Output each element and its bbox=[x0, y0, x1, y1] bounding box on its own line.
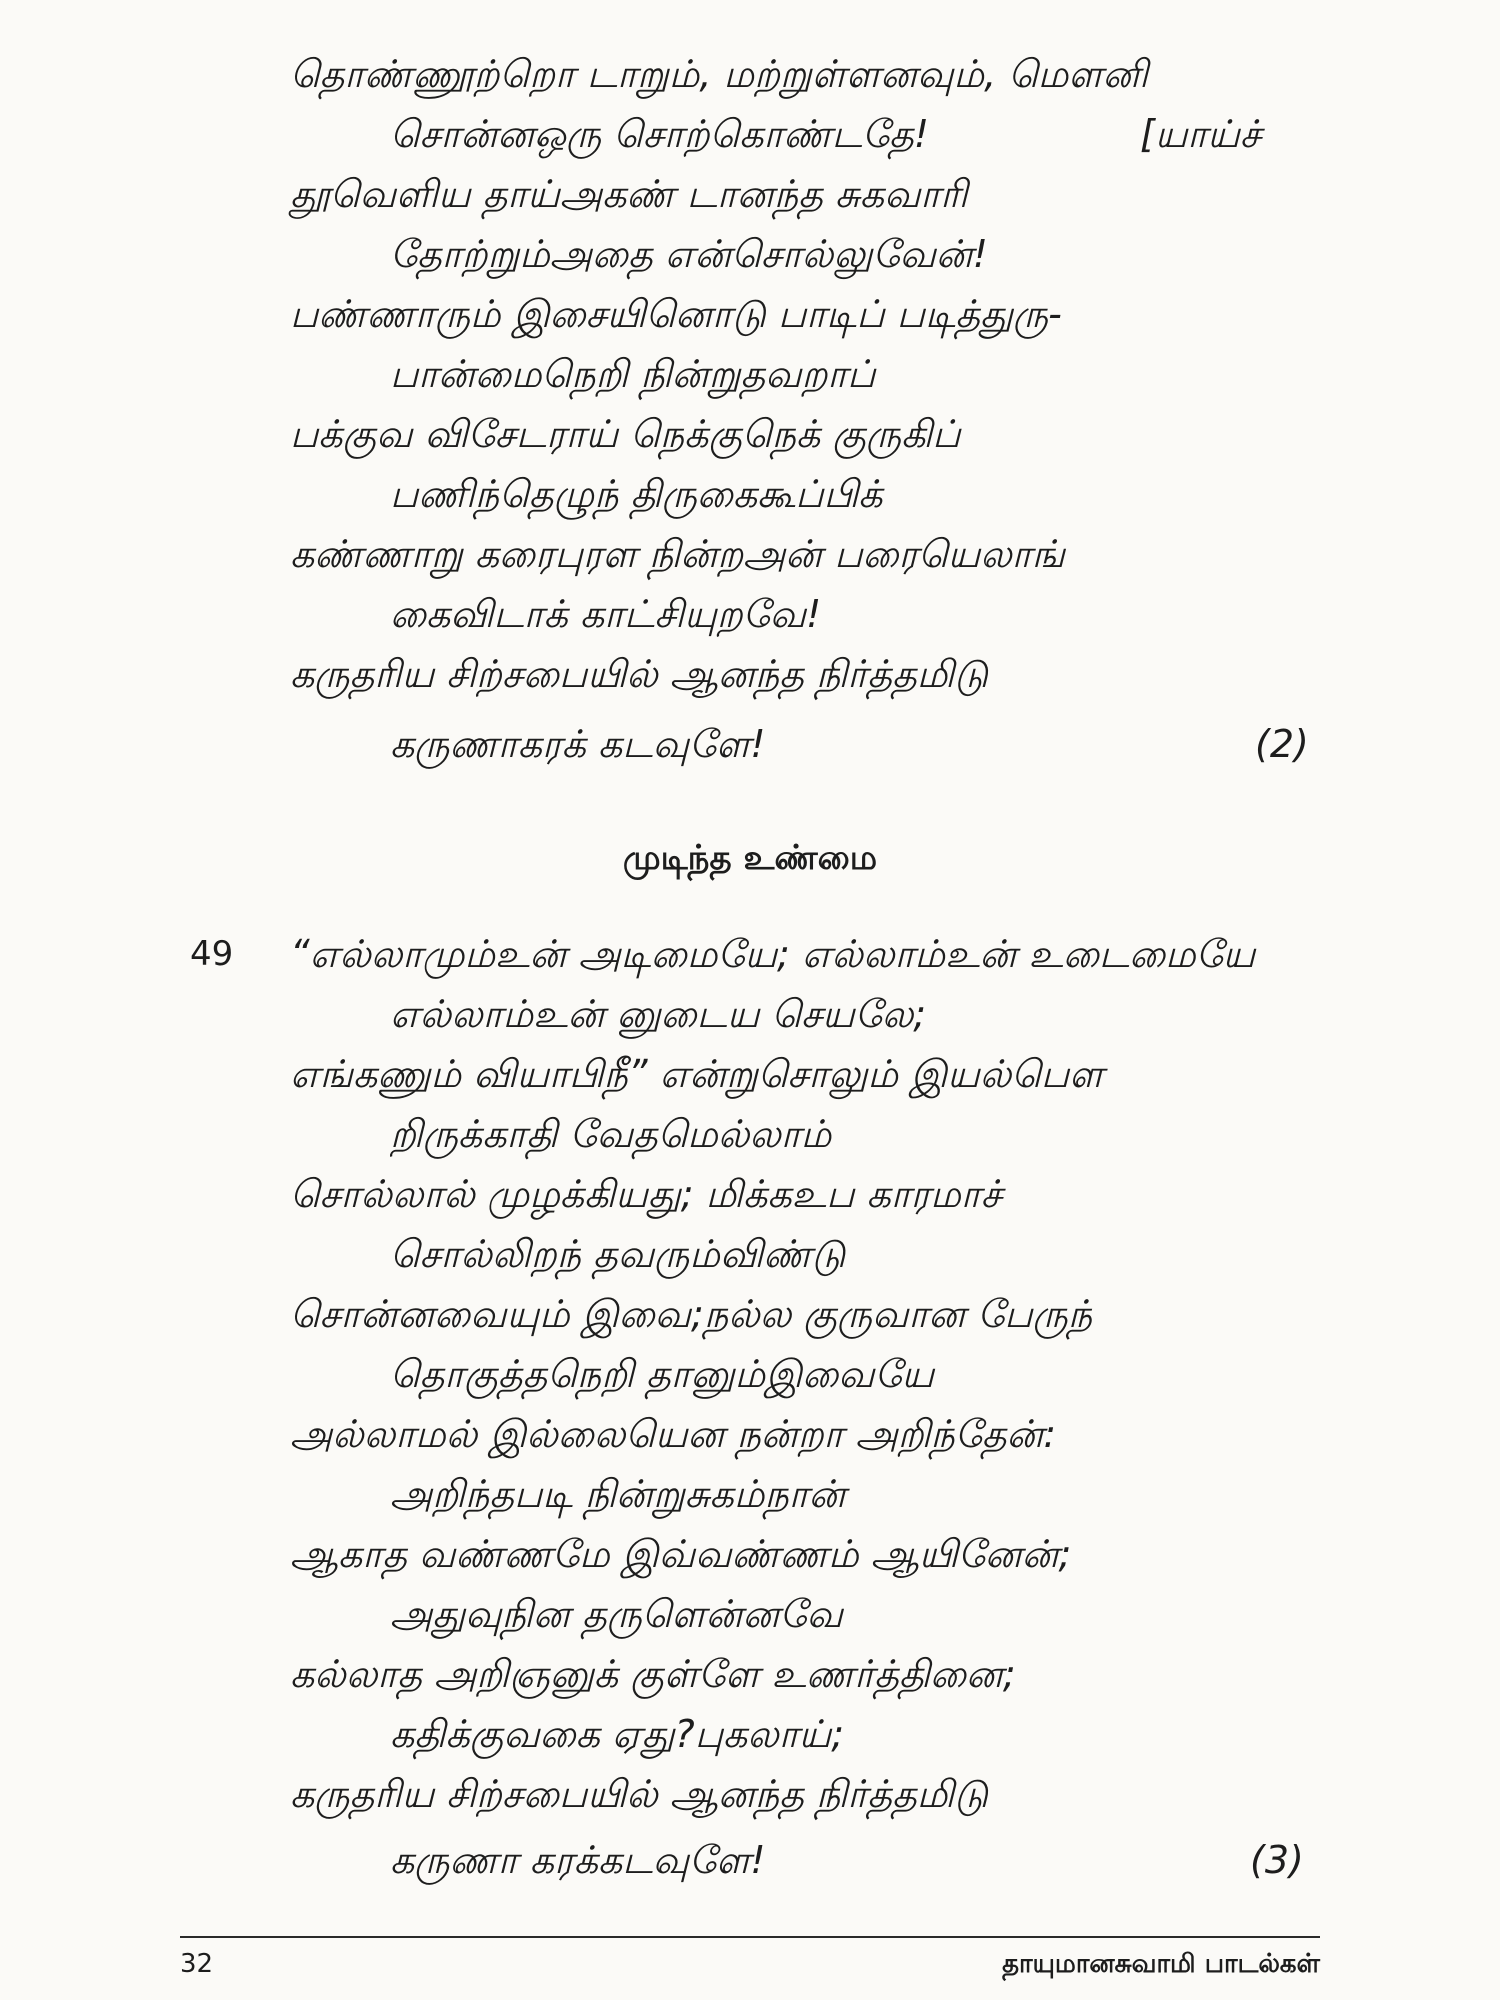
verse-line: தொண்ணூற்றொ டாறும், மற்றுள்ளனவும், மௌனி bbox=[290, 52, 1149, 96]
verse-line: பான்மைநெறி நின்றுதவறாப் bbox=[390, 352, 876, 396]
footer-rule bbox=[180, 1936, 1320, 1938]
verse-line: அதுவுநின தருளென்னவே bbox=[390, 1592, 843, 1636]
verse-line: கருதரிய சிற்சபையில் ஆனந்த நிர்த்தமிடு bbox=[290, 1772, 989, 1816]
page-number: 32 bbox=[180, 1949, 214, 1979]
verse-line: சொன்னவையும் இவை;நல்ல குருவான பேருந் bbox=[290, 1292, 1093, 1336]
verse-line: தோற்றும்அதை என்சொல்லுவேன்! bbox=[390, 232, 988, 276]
verse-line: கருணா கரக்கடவுளே! bbox=[390, 1838, 766, 1882]
verse-line: கதிக்குவகை ஏது?புகலாய்; bbox=[390, 1712, 845, 1756]
verse-line: “எல்லாமும்உன் அடிமையே; எல்லாம்உன் உடைமையே bbox=[290, 932, 1256, 976]
verse-line: கைவிடாக் காட்சியுறவே! bbox=[390, 592, 822, 636]
verse-line: பணிந்தெழுந் திருகைகூப்பிக் bbox=[390, 472, 883, 516]
running-title: தாயுமானசுவாமி பாடல்கள் bbox=[1002, 1949, 1320, 1979]
section-title: முடிந்த உண்மை bbox=[622, 838, 878, 878]
verse-line: றிருக்காதி வேதமெல்லாம் bbox=[390, 1112, 832, 1156]
verse-number: 49 bbox=[190, 934, 234, 974]
verse-line: ஆகாத வண்ணமே இவ்வண்ணம் ஆயினேன்; bbox=[290, 1532, 1072, 1576]
verse-line: பண்ணாரும் இசையினொடு பாடிப் படித்துரு- bbox=[290, 292, 1062, 336]
verse-line: எங்கணும் வியாபிநீ” என்றுசொலும் இயல்பெள bbox=[290, 1052, 1104, 1096]
verse-line: தூவெளிய தாய்அகண் டானந்த சுகவாரி bbox=[290, 172, 968, 216]
stanza-number: (3) bbox=[1250, 1838, 1304, 1882]
verse-line: கருணாகரக் கடவுளே! bbox=[390, 722, 766, 766]
verse-line: சொல்லால் முழக்கியது; மிக்கஉப காரமாச் bbox=[290, 1172, 1002, 1216]
verse-line: அறிந்தபடி நின்றுசுகம்நான் bbox=[390, 1472, 846, 1516]
side-note: [யாய்ச் bbox=[1140, 112, 1261, 156]
verse-line: தொகுத்தநெறி தானும்இவையே bbox=[390, 1352, 935, 1396]
verse-line: கல்லாத அறிஞனுக் குள்ளே உணர்த்தினை; bbox=[290, 1652, 1016, 1696]
verse-line: கருதரிய சிற்சபையில் ஆனந்த நிர்த்தமிடு bbox=[290, 652, 989, 696]
verse-line: பக்குவ விசேடராய் நெக்குநெக் குருகிப் bbox=[290, 412, 961, 456]
stanza-number: (2) bbox=[1255, 722, 1309, 766]
verse-line: கண்ணாறு கரைபுரள நின்றஅன் பரையெலாங் bbox=[290, 532, 1065, 576]
verse-line: சொல்லிறந் தவரும்விண்டு bbox=[390, 1232, 846, 1276]
verse-line: அல்லாமல் இல்லையென நன்றா அறிந்தேன்: bbox=[290, 1412, 1057, 1456]
verse-line: எல்லாம்உன் னுடைய செயலே; bbox=[390, 992, 927, 1036]
verse-line: சொன்னஒரு சொற்கொண்டதே! bbox=[390, 112, 929, 156]
